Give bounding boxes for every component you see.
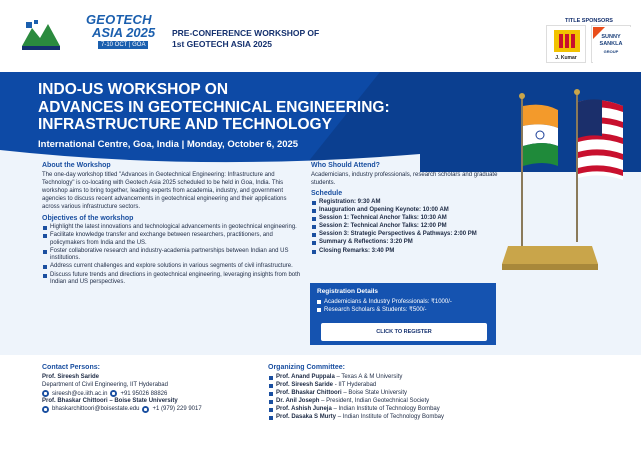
about-text: The one-day workshop titled "Advances in Geotechnical Engineering: Infrastructure and Technology" is co-locating with Geotech Asia 2025 scheduled to be held in Goa, India. This workshop aims to bring together, leading experts from academia, industry, and government agencies to discuss recent advancements in geotechnical engineering and their applications across various infrastructure sectors. bbox=[42, 172, 287, 210]
member-affiliation: – Indian Institute of Technology Bombay bbox=[331, 406, 440, 413]
member-name: Prof. Anand Puppala bbox=[276, 374, 335, 380]
contact2-details bbox=[42, 405, 252, 413]
who-heading: Who Should Attend? bbox=[311, 162, 380, 169]
list-item: Session 2: Technical Anchor Talks: 12:00 PM bbox=[311, 223, 521, 231]
phone-icon bbox=[110, 390, 117, 397]
contact2-phone[interactable]: +1 (979) 229 9017 bbox=[152, 406, 202, 413]
member-affiliation: - IIT Hyderabad bbox=[333, 382, 377, 389]
contact-persons bbox=[42, 364, 252, 413]
pre-conference-line2: 1st GEOTECH ASIA 2025 bbox=[172, 39, 272, 49]
list-item: Highlight the latest innovations and technological advancements in geotechnical engineering. bbox=[42, 224, 304, 232]
contact2-line: Prof. Bhaskar Chittoori – Boise State University bbox=[42, 397, 178, 404]
objectives-list bbox=[42, 224, 304, 287]
list-item: Facilitate knowledge transfer and exchange between researchers, practitioners, and policymakers from India and the US. bbox=[42, 232, 304, 247]
email-icon bbox=[42, 406, 49, 413]
schedule-heading: Schedule bbox=[311, 190, 343, 197]
contact1-email[interactable]: sireesh@ce.iith.ac.in bbox=[52, 390, 108, 397]
sponsor-jkumar bbox=[546, 25, 586, 63]
list-item: Session 1: Technical Anchor Talks: 10:30 AM bbox=[311, 215, 521, 223]
sponsors-label: TITLE SPONSORS bbox=[565, 18, 613, 24]
pre-conference-line1: PRE-CONFERENCE WORKSHOP OF bbox=[172, 28, 320, 38]
contact1-name: Prof. Sireesh Saride bbox=[42, 374, 100, 380]
list-item: Session 3: Strategic Perspectives & Pathways: 2:00 PM bbox=[311, 231, 521, 239]
logo-dates: 7-10 OCT | GOA bbox=[98, 41, 148, 49]
title-line3: INFRASTRUCTURE AND TECHNOLOGY bbox=[38, 116, 332, 133]
iit-logo-icon bbox=[18, 14, 64, 54]
list-item: Registration: 9:30 AM bbox=[311, 199, 521, 207]
workshop-title bbox=[38, 81, 538, 134]
header-strip bbox=[0, 0, 641, 72]
list-item: Summary & Reflections: 3:20 PM bbox=[311, 239, 521, 247]
list-item bbox=[268, 414, 548, 422]
sponsor2-line1: SUNNY bbox=[601, 34, 621, 40]
who-text: Academicians, industry professionals, research scholars and graduate students. bbox=[311, 172, 498, 186]
logo-year: ASIA 2025 bbox=[92, 25, 156, 40]
about-heading: About the Workshop bbox=[42, 162, 111, 169]
member-name: Prof. Ashish Juneja bbox=[276, 406, 332, 413]
organizing-committee bbox=[268, 364, 548, 423]
left-column bbox=[42, 162, 304, 287]
register-button[interactable]: CLICK TO REGISTER bbox=[321, 323, 487, 341]
member-name: Dr. Anil Joseph bbox=[276, 398, 320, 405]
pre-conference-text bbox=[172, 28, 362, 50]
list-item: Discuss future trends and directions in geotechnical engineering, leveraging insights from both Indian and US perspectives. bbox=[42, 272, 304, 287]
member-affiliation: – Texas A & M University bbox=[334, 374, 403, 380]
sponsor1-name: J. Kumar bbox=[555, 55, 577, 61]
venue-date: International Centre, Goa, India | Monday, October 6, 2025 bbox=[38, 139, 299, 150]
list-item: Closing Remarks: 3:40 PM bbox=[311, 248, 521, 256]
sponsor-sunny-sankla bbox=[591, 25, 631, 63]
list-item bbox=[268, 406, 548, 414]
jkumar-logo-icon bbox=[548, 28, 586, 56]
list-item bbox=[268, 374, 548, 382]
registration-box bbox=[310, 283, 496, 345]
title-line2: ADVANCES IN GEOTECHNICAL ENGINEERING: bbox=[38, 98, 390, 116]
registration-heading: Registration Details bbox=[317, 288, 379, 295]
phone-icon bbox=[142, 406, 149, 413]
registration-fee-professionals: Academicians & Industry Professionals: ₹1000/- bbox=[317, 298, 489, 306]
schedule-list bbox=[311, 199, 521, 255]
contact1-details bbox=[42, 390, 252, 398]
contact1-phone[interactable]: +91 95026 88826 bbox=[120, 390, 168, 397]
geotech-asia-logo bbox=[76, 10, 160, 56]
list-item bbox=[268, 382, 548, 390]
email-icon bbox=[42, 390, 49, 397]
member-affiliation: – Indian Institute of Technology Bombay bbox=[336, 414, 444, 421]
registration-fee-students: Research Scholars & Students: ₹500/- bbox=[317, 306, 489, 314]
sponsor2-line3: GROUP bbox=[603, 49, 619, 54]
contacts-heading: Contact Persons: bbox=[42, 364, 100, 371]
sponsor2-line2: SANKLA bbox=[599, 41, 623, 47]
committee-list bbox=[268, 374, 548, 422]
objectives-heading: Objectives of the workshop bbox=[42, 215, 134, 222]
member-name: Prof. Sireesh Saride bbox=[276, 382, 334, 389]
list-item: Inauguration and Opening Keynote: 10:00 AM bbox=[311, 207, 521, 215]
list-item bbox=[268, 390, 548, 398]
member-affiliation: – Boise State University bbox=[341, 390, 408, 397]
title-line1: INDO-US WORKSHOP ON bbox=[38, 81, 229, 98]
right-column bbox=[311, 162, 521, 256]
contact1-affiliation: Department of Civil Engineering, IIT Hyderabad bbox=[42, 381, 168, 388]
member-name: Prof. Dasaka S Murty bbox=[276, 414, 337, 421]
list-item: Address current challenges and explore solutions in various segments of civil infrastructure. bbox=[42, 263, 304, 271]
member-name: Prof. Bhaskar Chittoori bbox=[276, 390, 342, 397]
committee-heading: Organizing Committee: bbox=[268, 364, 346, 371]
logo-title: GEOTECH bbox=[86, 12, 152, 27]
contact2-email[interactable]: bhaskarchittoori@boisestate.edu bbox=[52, 406, 140, 413]
list-item bbox=[268, 398, 548, 406]
list-item: Foster collaborative research and industry-academia partnerships between Indian and US institutions. bbox=[42, 248, 304, 263]
member-affiliation: – President, Indian Geotechnical Society bbox=[319, 398, 430, 405]
